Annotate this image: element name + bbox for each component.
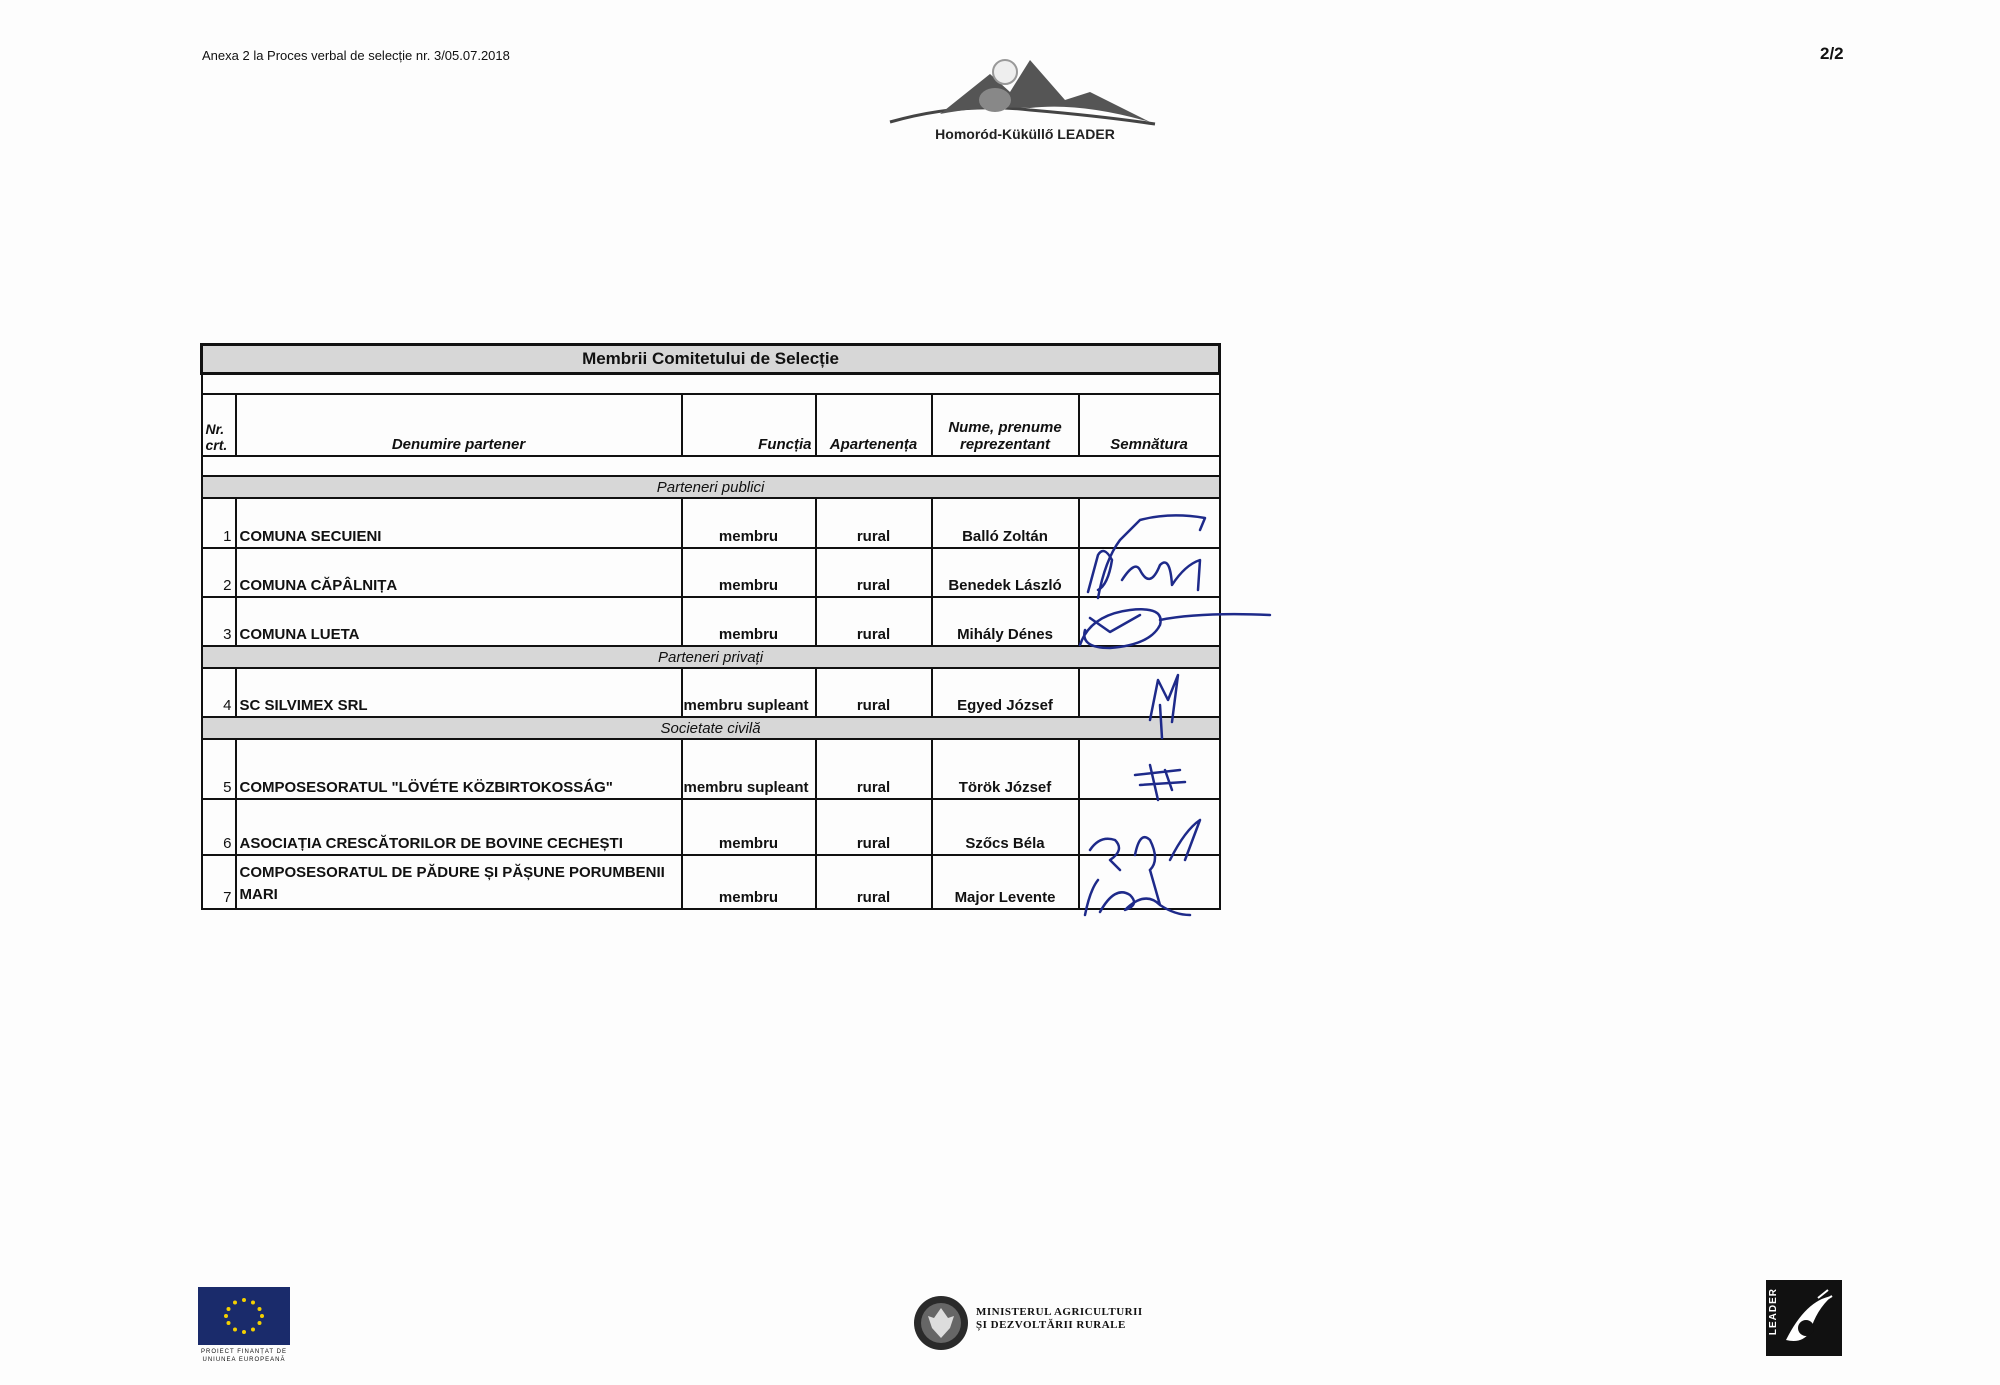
col-header-nr: Nr. crt. <box>202 394 236 456</box>
row-nr: 2 <box>202 548 236 597</box>
row-nr: 4 <box>202 668 236 717</box>
row-nr: 7 <box>202 855 236 909</box>
partner-belonging: rural <box>816 548 932 597</box>
selection-committee-table <box>200 343 1218 910</box>
representative-name: Egyed József <box>932 668 1079 717</box>
representative-name: Mihály Dénes <box>932 597 1079 646</box>
ministry-logo <box>912 1294 1172 1350</box>
eu-flag-icon <box>198 1287 290 1345</box>
group-label-civil: Societate civilă <box>202 717 1220 739</box>
signature-cell <box>1079 739 1220 799</box>
mountain-logo-icon <box>880 52 1170 132</box>
partner-function: membru <box>682 498 816 548</box>
logo-text: Homoród-Küküllő LEADER <box>935 126 1115 142</box>
partner-name: COMPOSESORATUL "LÖVÉTE KÖZBIRTOKOSSÁG" <box>236 739 682 799</box>
signature-cell <box>1079 668 1220 717</box>
page-number: 2/2 <box>1820 44 1844 63</box>
partner-name: COMUNA SECUIENI <box>236 498 682 548</box>
row-nr: 3 <box>202 597 236 646</box>
representative-name: Balló Zoltán <box>932 498 1079 548</box>
leader-label: LEADER <box>1768 1288 1779 1336</box>
ministry-line-2: ȘI DEZVOLTĂRII RURALE <box>976 1319 1126 1331</box>
partner-function: membru <box>682 799 816 855</box>
partner-function: membru <box>682 855 816 909</box>
representative-name: Major Levente <box>932 855 1079 909</box>
representative-name: Török József <box>932 739 1079 799</box>
signature-cell <box>1079 498 1220 548</box>
signature-cell <box>1079 799 1220 855</box>
eu-caption: PROIECT FINANȚAT DE UNIUNEA EUROPEANĂ <box>200 1349 287 1363</box>
partner-name: COMUNA CĂPÂLNIȚA <box>236 548 682 597</box>
partner-belonging: rural <box>816 498 932 548</box>
partner-function: membru <box>682 548 816 597</box>
col-header-belonging: Apartenența <box>816 394 932 456</box>
col-header-signature: Semnătura <box>1079 394 1220 456</box>
col-header-partner: Denumire partener <box>236 394 682 456</box>
partner-name: ASOCIAȚIA CRESCĂTORILOR DE BOVINE CECHEȘTI <box>236 799 682 855</box>
partner-function: membru supleant <box>682 739 816 799</box>
partner-belonging: rural <box>816 855 932 909</box>
partner-belonging: rural <box>816 799 932 855</box>
spacer-row <box>202 374 1220 395</box>
partner-function: membru supleant <box>682 668 816 717</box>
partner-name: COMPOSESORATUL DE PĂDURE ȘI PĂȘUNE PORUMBENII MARI <box>236 855 682 909</box>
table-title: Membrii Comitetului de Selecție <box>202 345 1220 374</box>
signature-cell <box>1079 597 1220 646</box>
partner-belonging: rural <box>816 739 932 799</box>
col-header-function: Funcția <box>682 394 816 456</box>
partner-name: SC SILVIMEX SRL <box>236 668 682 717</box>
partner-belonging: rural <box>816 668 932 717</box>
partner-function: membru <box>682 597 816 646</box>
row-nr: 1 <box>202 498 236 548</box>
homorod-kukullo-logo <box>880 52 1170 152</box>
row-nr: 6 <box>202 799 236 855</box>
spacer-row <box>202 456 1220 476</box>
ministry-line-1: MINISTERUL AGRICULTURII <box>976 1306 1143 1318</box>
representative-name: Benedek László <box>932 548 1079 597</box>
government-seal-icon <box>912 1294 970 1352</box>
partner-name: COMUNA LUETA <box>236 597 682 646</box>
group-label-private: Parteneri privați <box>202 646 1220 668</box>
eu-logo <box>198 1287 293 1364</box>
representative-name: Szőcs Béla <box>932 799 1079 855</box>
document-ref: Anexa 2 la Proces verbal de selecție nr. 3/05.07.2018 <box>202 48 510 63</box>
leader-emblem-icon <box>1766 1280 1842 1356</box>
leader-logo <box>1766 1280 1844 1358</box>
group-label-public: Parteneri publici <box>202 476 1220 498</box>
signature-cell <box>1079 548 1220 597</box>
row-nr: 5 <box>202 739 236 799</box>
partner-belonging: rural <box>816 597 932 646</box>
col-header-representative: Nume, prenume reprezentant <box>932 394 1079 456</box>
signature-cell <box>1079 855 1220 909</box>
